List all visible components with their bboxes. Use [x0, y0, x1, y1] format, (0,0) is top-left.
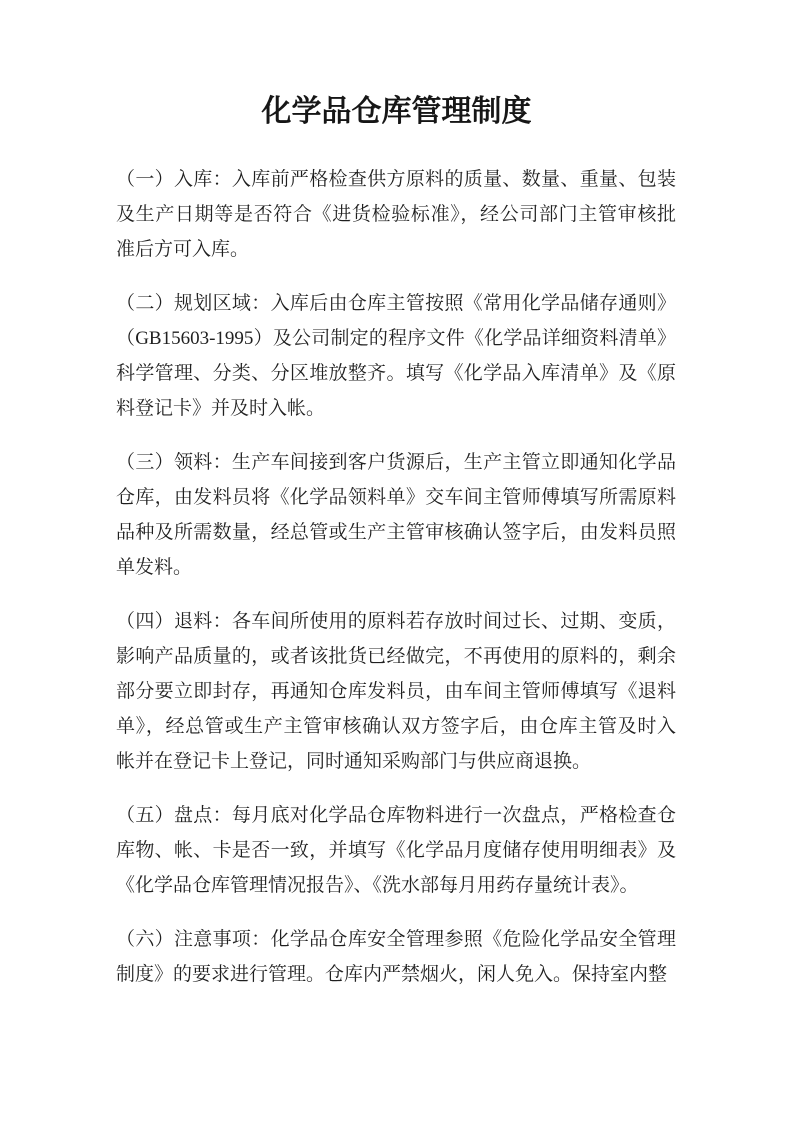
text-line: 单》，经总管或生产主管审核确认双方签字后，由仓库主管及时入	[116, 716, 676, 737]
text-line: 《化学品仓库管理情况报告》、《洗水部每月用药存量统计表》。	[116, 875, 639, 896]
text-line: 帐并在登记卡上登记，同时通知采购部门与供应商退换。	[116, 751, 592, 772]
text-line: 制度》的要求进行管理。仓库内严禁烟火，闲人免入。保持室内整	[116, 964, 668, 985]
text-line: 及生产日期等是否符合《进货检验标准》，经公司部门主管审核批	[116, 204, 676, 225]
document-body	[116, 162, 676, 1011]
text-line: （二）规划区域：入库后由仓库主管按照《常用化学品储存通则》	[116, 293, 676, 314]
paragraph	[116, 604, 676, 779]
text-line: 库物、帐、卡是否一致，并填写《化学品月度储存使用明细表》及	[116, 840, 676, 861]
text-line: 科学管理、分类、分区堆放整齐。填写《化学品入库清单》及《原	[116, 363, 676, 384]
text-line: （三）领料：生产车间接到客户货源后，生产主管立即通知化学品	[116, 452, 676, 473]
text-line: 仓库，由发料员将《化学品领料单》交车间主管师傅填写所需原料	[116, 487, 676, 508]
paragraph	[116, 286, 676, 426]
text-line: （GB15603-1995）及公司制定的程序文件《化学品详细资料清单》	[116, 328, 676, 349]
paragraph	[116, 798, 676, 903]
paragraph	[116, 445, 676, 585]
text-line: （四）退料：各车间所使用的原料若存放时间过长、过期、变质，	[116, 611, 676, 632]
document-title: 化学品仓库管理制度	[261, 95, 532, 128]
text-line: 单发料。	[116, 557, 193, 578]
text-line: 准后方可入库。	[116, 239, 250, 260]
text-line: 影响产品质量的，或者该批货已经做完，不再使用的原料的，剩余	[116, 646, 676, 667]
text-line: （五）盘点：每月底对化学品仓库物料进行一次盘点，严格检查仓	[116, 805, 676, 826]
text-line: （六）注意事项：化学品仓库安全管理参照《危险化学品安全管理	[116, 929, 676, 950]
paragraph	[116, 922, 676, 992]
text-line: （一）入库：入库前严格检查供方原料的质量、数量、重量、包装	[116, 169, 676, 190]
paragraph	[116, 162, 676, 267]
text-line: 料登记卡》并及时入帐。	[116, 398, 326, 419]
text-line: 品种及所需数量，经总管或生产主管审核确认签字后，由发料员照	[116, 522, 676, 543]
text-line: 部分要立即封存，再通知仓库发料员，由车间主管师傅填写《退料	[116, 681, 676, 702]
